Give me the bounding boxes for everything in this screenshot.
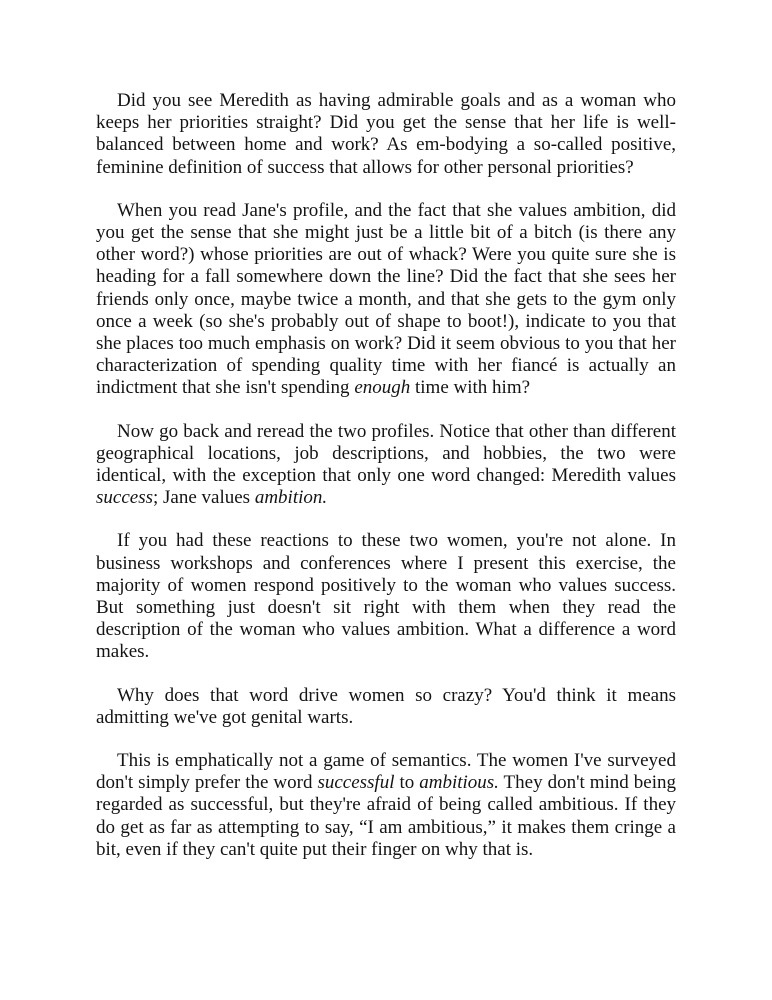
- text-segment: If you had these reactions to these two women, you're not alone. In business workshops and conferences where I present this exercise, the majority of women respond positively to the woman who values success. But something just doesn't sit right with them when they read the description of the woman who values ambition. What a difference a word makes.: [96, 530, 676, 663]
- paragraph-semantics: [96, 750, 676, 861]
- paragraph-reread-profiles: [96, 421, 676, 510]
- italic-segment: enough: [354, 377, 411, 399]
- italic-segment: ambitious.: [419, 772, 499, 794]
- paragraph-meredith-questions: [96, 90, 676, 179]
- text-segment: ; Jane values: [152, 487, 255, 509]
- paragraph-why-crazy: [96, 685, 676, 729]
- text-segment: This is emphatically not a game of semantics. The women I've surveyed don't simply prefer the word: [96, 750, 676, 794]
- text-segment: Did you see Meredith as having admirable goals and as a woman who keeps her priorities straight? Did you get the sense that her life is well-balanced between home and work? As em-bodying a so-called positive, feminine definition of success that allows for other personal priorities?: [96, 90, 676, 178]
- text-segment: to: [394, 772, 420, 794]
- document-page: [96, 90, 676, 882]
- text-segment: Now go back and reread the two profiles. Notice that other than different geographical locations, job descriptions, and hobbies, the two were identical, with the exception that only one word changed: Meredith values: [96, 420, 676, 487]
- text-segment: When you read Jane's profile, and the fact that she values ambition, did you get the sense that she might just be a little bit of a bitch (is there any other word?) whose priorities are out of whack? Were you quite sure she is heading for a fall somewhere down the line? Did the fact that she sees her friends only once, maybe twice a month, and that she gets to the gym only once a week (so she's probably out of shape to boot!), indicate to you that she places too much emphasis on work? Did it seem obvious to you that her characterization of spending quality time with her fiancé is actually an indictment that she isn't spending: [96, 199, 676, 399]
- paragraph-jane-questions: [96, 200, 676, 400]
- italic-segment: success: [96, 487, 153, 509]
- paragraph-reactions: [96, 530, 676, 663]
- italic-segment: successful: [317, 772, 395, 794]
- text-segment: Why does that word drive women so crazy? You'd think it means admitting we've got genital warts.: [96, 684, 676, 728]
- italic-segment: ambition.: [254, 487, 328, 509]
- text-segment: time with him?: [410, 377, 531, 399]
- text-segment: They don't mind being regarded as successful, but they're afraid of being called ambitious. If they do get as far as attempting to say, “I am ambitious,” it makes them cringe a bit, even if they can't quite put their finger on why that is.: [96, 772, 676, 860]
